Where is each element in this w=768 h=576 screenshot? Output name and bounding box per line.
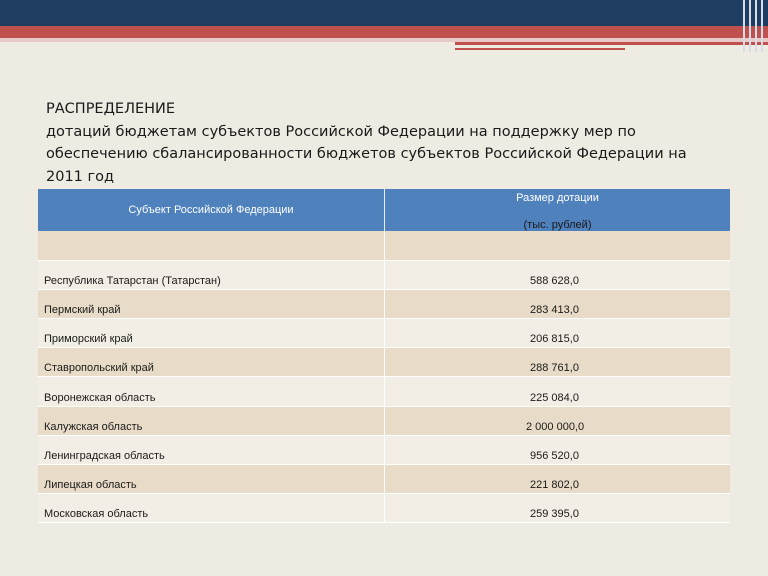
cell-subject: Ленинградская область — [38, 435, 385, 464]
cell-amount: 283 413,0 — [385, 289, 731, 318]
table-row — [38, 435, 730, 464]
cell-subject: Ставропольский край — [38, 348, 385, 377]
cell-amount: 221 802,0 — [385, 465, 731, 494]
cell-subject: Республика Татарстан (Татарстан) — [38, 260, 385, 289]
decor-vertical-bar — [755, 0, 757, 52]
cell-subject: Московская область — [38, 494, 385, 523]
title-line: РАСПРЕДЕЛЕНИЕ — [46, 101, 176, 117]
cell-amount: 225 084,0 — [385, 377, 731, 406]
table-row — [38, 465, 730, 494]
subsidy-table — [38, 189, 730, 523]
table-header-row — [38, 189, 730, 231]
cell-amount: 956 520,0 — [385, 435, 731, 464]
table-row-blank — [38, 231, 730, 260]
title-line: дотаций бюджетам субъектов Российской Федерации на поддержку мер по — [46, 123, 636, 140]
cell-amount: 2 000 000,0 — [385, 406, 731, 435]
table-row — [38, 260, 730, 289]
top-band-red — [0, 26, 768, 38]
cell-amount: 206 815,0 — [385, 319, 731, 348]
title-line: 2011 год — [46, 168, 115, 185]
table-row — [38, 494, 730, 523]
table-row — [38, 348, 730, 377]
top-accent-line-short — [455, 48, 625, 50]
page-title — [46, 98, 746, 188]
column-header-amount — [385, 189, 731, 231]
top-band-navy — [0, 0, 768, 26]
column-header-subject — [38, 189, 385, 231]
cell-subject: Липецкая область — [38, 465, 385, 494]
title-line: обеспечению сбалансированности бюджетов субъектов Российской Федерации на — [46, 146, 687, 162]
table-row — [38, 289, 730, 318]
decor-vertical-bar — [749, 0, 751, 52]
table-row — [38, 377, 730, 406]
table-row — [38, 319, 730, 348]
cell-subject: Воронежская область — [38, 377, 385, 406]
top-accent-line — [455, 42, 768, 45]
cell-amount: 588 628,0 — [385, 260, 731, 289]
cell-subject: Приморский край — [38, 319, 385, 348]
table-row — [38, 406, 730, 435]
cell-subject: Калужская область — [38, 406, 385, 435]
cell-amount: 259 395,0 — [385, 494, 731, 523]
cell-amount: 288 761,0 — [385, 348, 731, 377]
decor-vertical-bar — [761, 0, 763, 52]
column-header-subject-label: Субъект Российской Федерации — [128, 204, 294, 216]
cell-subject: Пермский край — [38, 289, 385, 318]
column-header-amount-label: Размер дотации — [516, 192, 599, 204]
column-header-amount-unit: (тыс. рублей) — [523, 219, 592, 231]
decor-vertical-bar — [743, 0, 745, 52]
